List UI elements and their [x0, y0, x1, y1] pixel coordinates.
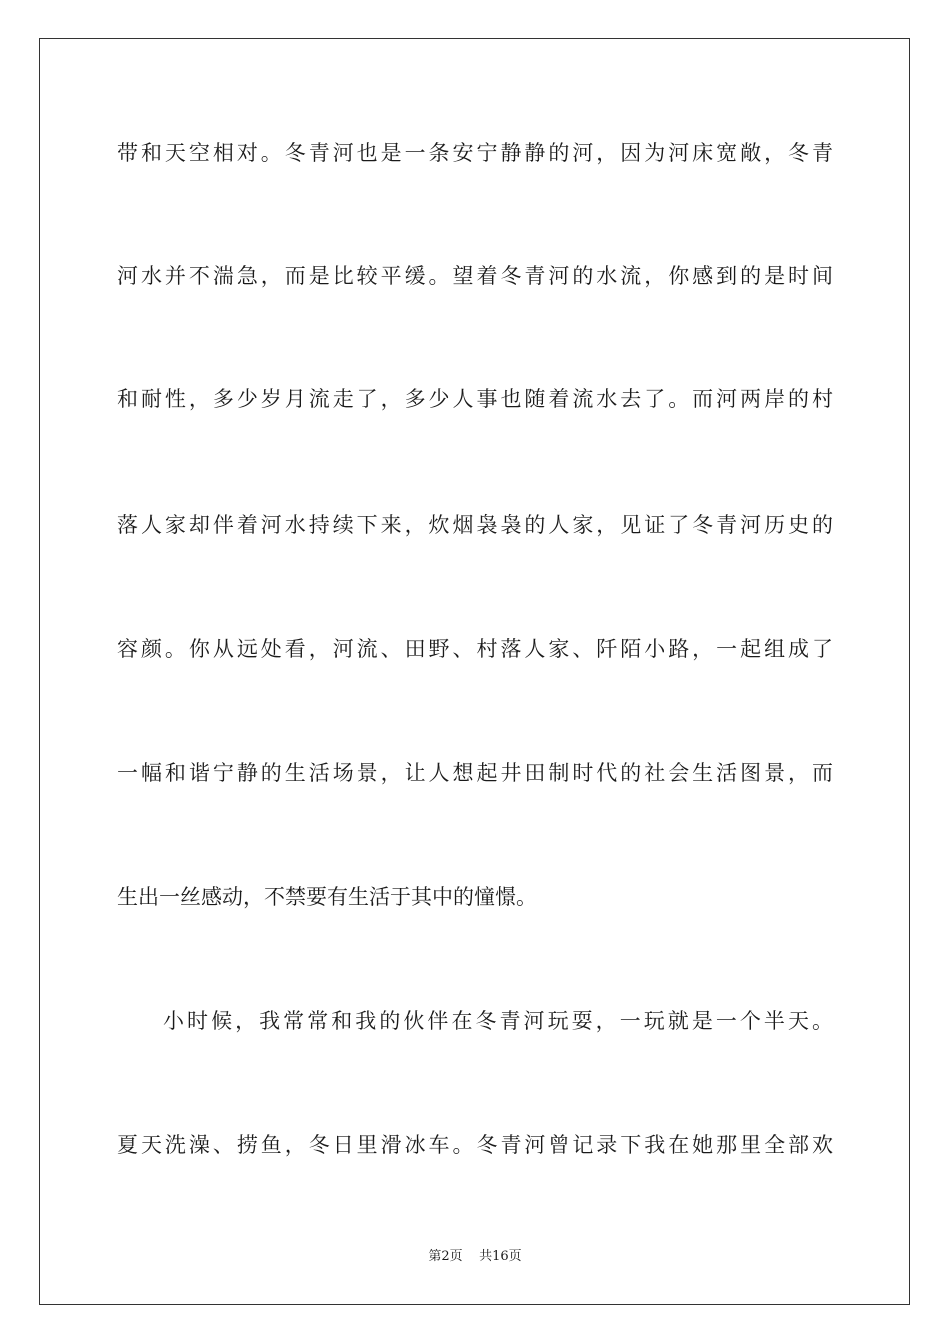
page-total: 共16页 — [479, 1249, 522, 1264]
page-footer — [0, 1248, 950, 1266]
paragraph-line-1: 带和天空相对。冬青河也是一条安宁静静的河，因为河床宽敞，冬青 — [117, 141, 833, 165]
page-border — [39, 38, 910, 1305]
paragraph-line-5: 容颜。你从远处看，河流、田野、村落人家、阡陌小路，一起组成了 — [117, 637, 833, 661]
paragraph-line-4: 落人家却伴着河水持续下来，炊烟袅袅的人家，见证了冬青河历史的 — [117, 513, 833, 537]
paragraph-line-3: 和耐性，多少岁月流走了，多少人事也随着流水去了。而河两岸的村 — [117, 387, 833, 411]
paragraph-line-2: 河水并不湍急，而是比较平缓。望着冬青河的水流，你感到的是时间 — [117, 264, 833, 288]
paragraph-line-8: 小时候，我常常和我的伙伴在冬青河玩耍，一玩就是一个半天。 — [163, 1009, 833, 1033]
paragraph-line-9: 夏天洗澡、捞鱼，冬日里滑冰车。冬青河曾记录下我在她那里全部欢 — [117, 1133, 833, 1157]
paragraph-line-7: 生出一丝感动，不禁要有生活于其中的憧憬。 — [117, 885, 537, 909]
paragraph-line-6: 一幅和谐宁静的生活场景，让人想起井田制时代的社会生活图景，而 — [117, 761, 833, 785]
page-number: 第2页 — [428, 1249, 463, 1264]
